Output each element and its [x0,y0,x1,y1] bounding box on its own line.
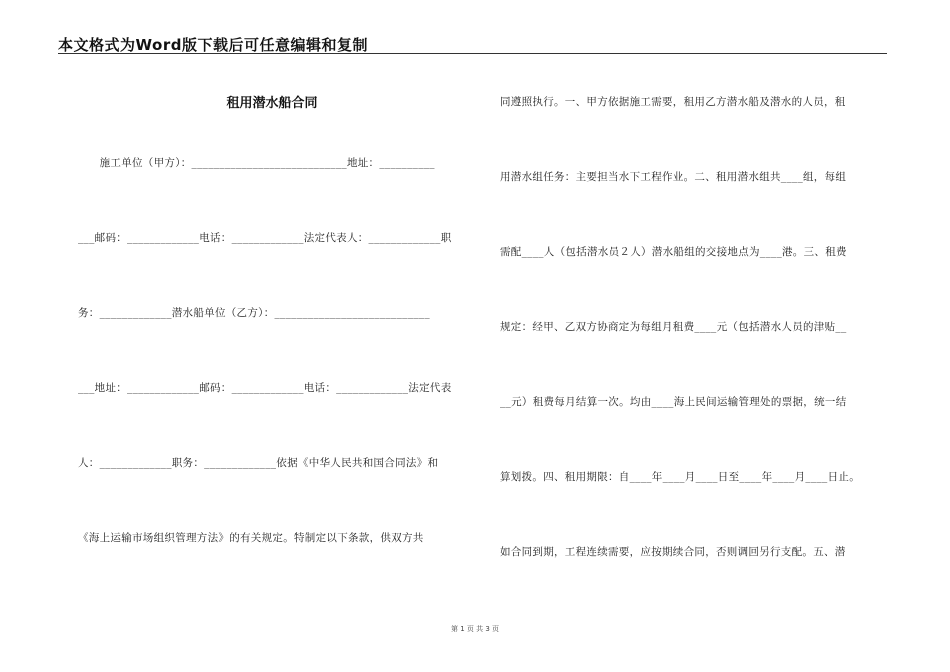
left-text-line: 务：_____________潜水船单位（乙方）：____________________________ [78,307,430,319]
right-text-line: 规定：经甲、乙双方协商定为每组月租费____元（包括潜水人员的津贴__ [500,321,847,333]
page-number: 第 1 页 共 3 页 [450,625,500,633]
left-text-line: ___地址：_____________邮码：_____________电话：_____________法定代表 [78,382,452,394]
right-text-line: 如合同到期，工程连续需要，应按期续合同，否则调回另行支配。五、潜 [500,546,846,558]
right-text-line: 用潜水组任务：主要担当水下工程作业。二、租用潜水组共____组，每组 [500,171,847,183]
document-banner: 本文格式为Word版下载后可任意编辑和复制 [58,36,368,54]
left-text-line: 《海上运输市场组织管理方法》的有关规定。特制定以下条款，供双方共 [78,532,424,544]
right-text-line: __元）租费每月结算一次。均由____海上民间运输管理处的票据，统一结 [500,396,847,408]
left-text-line: 施工单位（甲方）：____________________________地址：__________ [78,157,435,169]
right-text-line: 需配____人（包括潜水员２人）潜水船组的交接地点为____港。三、租费 [500,246,847,258]
left-text-line: 人：_____________职务：_____________依据《中华人民共和国合同法》和 [78,457,439,469]
left-text-line: ___邮码：_____________电话：_____________法定代表人：_____________职 [78,232,452,244]
right-text-line: 同遵照执行。一、甲方依据施工需要，租用乙方潜水船及潜水的人员，租 [500,96,846,108]
header-divider [58,53,887,54]
document-title: 租用潜水船合同 [226,96,318,111]
right-text-line: 算划拨。四、租用期限：自____年____月____日至____年____月____日止。 [500,471,860,483]
